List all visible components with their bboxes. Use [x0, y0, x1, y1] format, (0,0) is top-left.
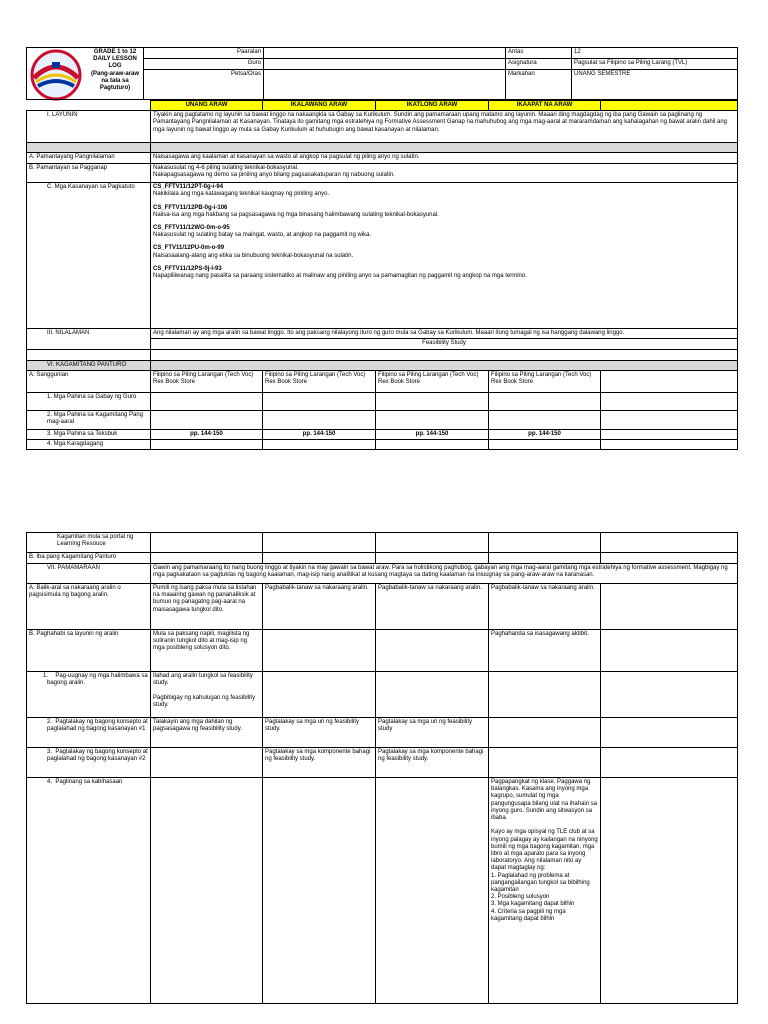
guro-label: Guro — [144, 59, 264, 70]
day-4-header: IKAAPAT NA ARAW — [489, 101, 601, 111]
teksbuk-label: 3. Mga Pahina sa Teksbuk — [27, 429, 151, 439]
pamantayang-pangnilalaman-label: A. Pamantayang Pangnilalaman — [27, 153, 151, 164]
iba-pang-kagamitan-label: B. Iba pang Kagamitang Panturo — [27, 553, 151, 564]
kasanayan-item: CS_FFTV11/12PS-0j-l-93 Napapiliiwanag nang pasalita sa paraang sistematiko at malinaw ang piniling anyo sa pamamagitan ng paggamit ng angkop na mga termino. — [153, 265, 527, 280]
pamamaraan-label: VII. PAMAMARAAN — [27, 564, 151, 584]
teksbuk-day-2: pp. 144-150 — [263, 429, 376, 439]
lesson-table-2 — [26, 532, 738, 1004]
sanggunian-day-3: Filipino sa Piling Larangan (Tech Voc) Rex Book Store — [376, 370, 489, 392]
sanggunian-label: A. Sanggunian — [27, 370, 151, 392]
sanggunian-day-2: Filipino sa Piling Larangan (Tech Voc) Rex Book Store — [263, 370, 376, 392]
markahan-value: UNANG SEMESTRE — [572, 70, 738, 100]
sanggunian-day-1: Filipino sa Piling Larangan (Tech Voc) Rex Book Store — [151, 370, 263, 392]
balik-aral-label: A. Balik-aral sa nakaraang aralin o pagsisimula ng bagong aralin. — [27, 584, 151, 630]
dll-subtitle: (Pang-araw-araw na tala sa Pagtuturo) — [90, 70, 139, 92]
asignatura-label: Asignatura — [506, 59, 572, 70]
antas-value: 12 — [572, 48, 738, 59]
kasanayan-item: CS_FFTV11/12WG-0m-o-95 Nakasusulat ng sulating batay sa maingat, wasto, at angkop na paggamit ng wika. — [153, 225, 372, 239]
layunin-text: Tiyakin ang pagtatamo ng layunin sa bawat linggo na nakaangkla sa Gabay sa Kurikulum. Sundin ang pamamaraan upang matamo ang layunin. Maaari ding magdagdag ng iba pang Gawain sa paglinang ng Pamantayang Pangnilalaman at Kasanayan. Tinataya ito gamitang mga estratehiya ng Formative Assessment Ganap na mahuhubog ang mga mag-aaral at mararamdaman ang kahalagahan ng bawat aralin dahil ang mga layunin ng bawat linggo ay mula sa Gabay Kurikulum at huhubugin ang bawat kasanayan at nilalaman. — [151, 111, 738, 143]
pamantayan-pagganap-text: Nakasusulat ng 4-6 piling sulating teknikal-bokasyunal. Nakapagsasagawa ng demo sa piniling anyo bilang pagsasakatuparan ng nabuong sulatin. — [151, 164, 738, 183]
day-3-header: IKATLONG ARAW — [376, 101, 489, 111]
pamamaraan-text: Gawin ang pamamaraang ito nang buong linggo at tiyakin na may gawain sa bawat araw. Para sa holistikong paghubog, gabayan ang mga mag-aaral gamitang mga estratehiya ng formative assessment. Magbigay ng mga pagkakataon sa pagtuklas ng bagong kaalaman, mag-isip nang analitikal at kusang magtaya sa dating kaalaman na iniuugnay sa pang-araw-araw na karanasan. — [151, 564, 738, 584]
day-1-header: UNANG ARAW — [151, 101, 263, 111]
portal-label: Kagamitan mula sa portal ng Learning Resouce — [27, 533, 151, 553]
kasanayan-item: CS_FFTV11/12PT-0g-i-94 Nakikilala ang mga katawagang teknikal kaugnay ng piniling anyo. — [153, 184, 330, 198]
balik-aral-day-3: Pagbabalik-tanaw sa nakaraang aralin. — [376, 584, 489, 630]
asignatura-value: Pagsulat sa Filipino sa Piling Larang (TVL) — [572, 59, 738, 70]
kagamitan-label: VI. KAGAMITANG PANTURO — [27, 360, 151, 370]
sanggunian-day-4: Filipino sa Piling Larangan (Tech Voc) Rex Book Store — [489, 370, 601, 392]
teksbuk-day-1: pp. 144-150 — [151, 429, 263, 439]
petsa-value — [264, 70, 506, 100]
nilalaman-text: Ang nilalaman ay ang mga aralin sa bawat linggo. Ito ang paksang nilalayong ituro ng guro mula sa Gabay sa Kurikulum. Maaari itong tumagal ng isa hanggang dalawang linggo. — [151, 329, 738, 339]
paghahabi-day-4: Paghahanda sa isasagawang aktibit. — [489, 630, 601, 672]
pag-uugnay-label: 1. Pag-uugnay ng mga halimbawa sa bagong aralin. — [27, 672, 151, 718]
pagtalakay-2-day-2: Pagtalakay sa mga komponente bahagi ng feasibility study. — [263, 748, 376, 778]
pagtalakay-2-day-3: Pagtalakay sa mga komponente bahagi ng feasibility study. — [376, 748, 489, 778]
teksbuk-day-4: pp. 144-150 — [489, 429, 601, 439]
kagamitan-pahina-label: 2. Mga Pahina sa Kagamitang Pang mag-aaral — [27, 410, 151, 429]
antas-label: Antas — [506, 48, 572, 59]
kasanayan-item: CS_FFTV11/12PB-0g-i-106 Naiisa-isa ang mga hakbang sa pagsasagawa ng mga binasang halimbawang sulating teknikal-bokasyunal. — [153, 204, 439, 218]
balik-aral-day-4: Pagbabalik-tanaw sa nakaraang aralin. — [489, 584, 601, 630]
nilalaman-label: III. NILALAMAN — [27, 329, 151, 349]
lesson-table-1 — [26, 100, 738, 450]
paglinang-label: 4. Paglinang sa kabihasaan — [27, 778, 151, 1004]
teksbuk-day-3: pp. 144-150 — [376, 429, 489, 439]
day-2-header: IKALAWANG ARAW — [263, 101, 376, 111]
kasanayan-item: CS_FTV11/12PU-0m-o-99 Naisasaalang-alang ang etika sa binubuong teknikal-bokasyunal na sulatin. — [153, 245, 354, 259]
feasibility-title: Feasibility Study — [151, 339, 738, 349]
pagtalakay-2-label: 3. Pagtalakay ng bagong konsepto at paglalahad ng bagong kasanayan #2 — [27, 748, 151, 778]
gabay-label: 1. Mga Pahina sa Gabay ng Guro — [27, 392, 151, 410]
pag-uugnay-day-1: Ilahad ang aralin tungkol sa feasibility study. Pagbibigay ng kahulugan ng feasibility study. — [151, 672, 263, 718]
petsa-label: Petsa/Oras — [144, 70, 264, 100]
paaralan-label: Paaralan — [144, 48, 264, 59]
pamantayan-pagganap-label: B. Pamantayan sa Pagganap — [27, 164, 151, 183]
header-table — [26, 47, 738, 100]
pagtalakay-1-day-3: Pagtalakay sa mga uri ng feasibility study — [376, 718, 489, 748]
kasanayan-label: C. Mga Kasanayan sa Pagkatuto — [27, 183, 151, 329]
kasanayan-list — [151, 183, 738, 329]
grade-label: GRADE 1 to 12 — [93, 49, 137, 55]
pagtalakay-1-day-1: Talakayin ang mga dahilan ng pagsasagawa ng feasibility study. — [151, 718, 263, 748]
karagdagang-label: 4. Mga Karagdagang — [27, 440, 151, 450]
pamantayang-pangnilalaman-text: Naisasagawa ang kaalaman at kasanayan sa wasto at angkop na pagsulat ng piling anyo ng sulatin. — [151, 153, 738, 164]
paaralan-value — [264, 48, 506, 59]
balik-aral-day-2: Pagbabalik-tanaw sa nakaraang aralin. — [263, 584, 376, 630]
dll-label: DAILY LESSON LOG — [93, 56, 137, 70]
pagtalakay-1-label: 2. Pagtalakay ng bagong konsepto at paglalahad ng bagong kasanayan #1 — [27, 718, 151, 748]
paghahabi-day-2 — [263, 630, 376, 672]
paghahabi-day-1: Mula sa paksang napili, magilista ng suliranin tungkol dito at mag-isip ng mga posibleng solusyon dito. — [151, 630, 263, 672]
layunin-label: I. LAYUNIN — [27, 111, 151, 143]
balik-aral-day-1: Pumili ng isang paksa mula sa listahan na maaaring gawan ng pananaliksik at bumuo ng panagatng pag-aaral na maisasagawa tungkol dito. — [151, 584, 263, 630]
guro-value — [264, 59, 506, 70]
paghahabi-label: B. Paghahabi sa layunin ng aralin — [27, 630, 151, 672]
paglinang-day-4: Pagpapangkat ng klase. Paggawa ng balangkas. Kasama ang inyong mga kagrupo, sumulat ng mga pangungusapa bilang ulat na ihahain sa inyong guro. Sundin ang sitwasyon sa ibaba. Kayo ay mga opisyal ng TLE club at sa inyong palagay ay kailangan na ninyong bumili ng mga bagong kagamitan, mga libro at mga aparato para sa inyong laboratoryo. Ang nilalaman nito ay dapat magtaglay ng: 1. Paglalahad ng problema at pangangailangan tungkol sa bibilhing kagamitan 2. Posibleng solusyon 3. Mga kagamitang dapat bilhin 4. Criteria sa pagpili ng mga kagamitang dapat bilhin — [489, 778, 601, 1004]
paghahabi-day-3 — [376, 630, 489, 672]
markahan-label: Markahan — [506, 70, 572, 100]
pagtalakay-1-day-2: Pagtalakay sa mga uri ng feasibility study. — [263, 718, 376, 748]
